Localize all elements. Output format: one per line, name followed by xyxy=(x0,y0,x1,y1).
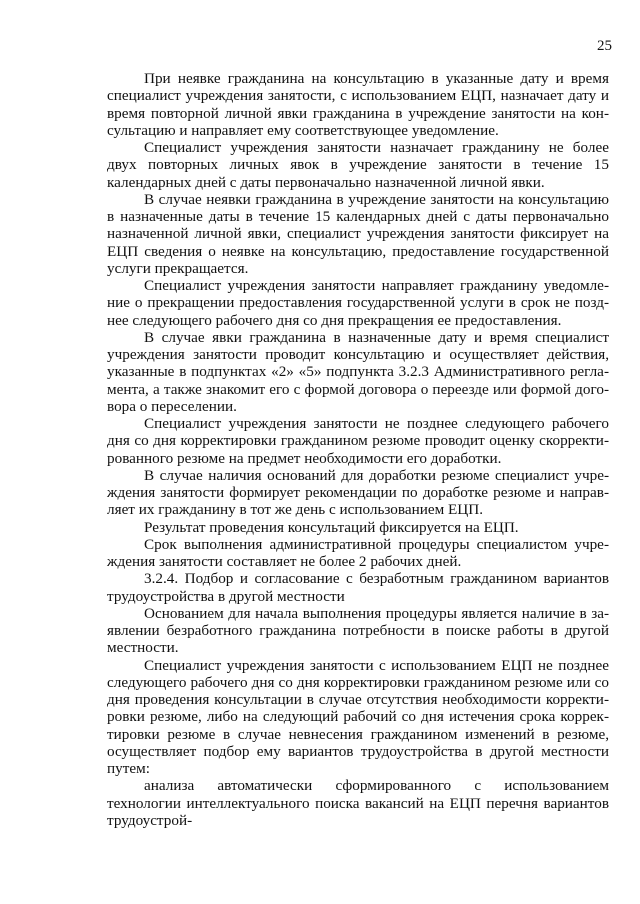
page-number: 25 xyxy=(597,38,612,54)
paragraph-repeat-visits-limit: Специалист учреждения занятости назначает гражданину не более двух повторных личных явок в учреждение занятости в течение 15 календарных дней с даты первоначально назначенной личной явки. xyxy=(107,139,609,191)
paragraph-employment-selection: Специалист учреждения занятости с использованием ЕЦП не позднее следующего рабочего дня со дня корректировки гражданином резюме или со дня проведения консультации в случае отсутствия необходимости корректировки резюме, либо на следующий рабочий со дня истечения срока корректировки резюме в случае невнесения гражданином изменений в резюме, осуществляет подбор ему вариантов трудоустройства в другой местности путем: xyxy=(107,656,609,777)
paragraph-missed-consultation: При неявке гражданина на консультацию в указанные дату и время специалист учреждения занятости, с использованием ЕЦП, назначает дату и время повторной личной явки гражданина в учреждение занятости на консультацию и направляет ему соответствующее уведомление. xyxy=(107,70,609,139)
paragraph-vacancy-analysis: анализа автоматически сформированного с использованием технологии интеллектуального поиска вакансий на ЕЦП перечня вариантов трудоустрой- xyxy=(107,777,609,829)
paragraph-procedure-basis: Основанием для начала выполнения процедуры является наличие в заявлении безработного гражданина потребности в поиске работы в другой местности. xyxy=(107,604,609,657)
section-heading-3-2-4: 3.2.4. Подбор и согласование с безработным гражданином вариантов трудоустройства в другой местности xyxy=(107,570,609,605)
paragraph-procedure-deadline: Срок выполнения административной процедуры специалистом учреждения занятости составляет не более 2 рабочих дней. xyxy=(107,535,609,570)
paragraph-resume-recommendations: В случае наличия оснований для доработки резюме специалист учреждения занятости формирует рекомендации по доработке резюме и направляет их гражданину в тот же день с использованием ЕЦП. xyxy=(107,466,609,519)
paragraph-service-termination: В случае неявки гражданина в учреждение занятости на консультацию в назначенные даты в течение 15 календарных дней с даты первоначально назначенной личной явки, специалист учреждения занятости фиксирует на ЕЦП сведения о неявке на консультацию, предоставление государственной услуги прекращается. xyxy=(107,190,609,277)
paragraph-consultation-result: Результат проведения консультаций фиксируется на ЕЦП. xyxy=(144,518,519,536)
paragraph-termination-notice: Специалист учреждения занятости направляет гражданину уведомление о прекращении предоставления государственной услуги в срок не позднее следующего рабочего дня со дня прекращения ее предоставления. xyxy=(107,277,609,329)
paragraph-consultation-actions: В случае явки гражданина в назначенные дату и время специалист учреждения занятости проводит консультацию и осуществляет действия, указанные в подпунктах «2» «5» подпункта 3.2.3 Административного регламента, а также знакомит его с формой договора о переезде или формой договора о переселении. xyxy=(107,328,609,415)
paragraph-resume-assessment: Специалист учреждения занятости не позднее следующего рабочего дня со дня корректировки гражданином резюме проводит оценку скорректированного резюме на предмет необходимости его доработки. xyxy=(107,415,609,467)
document-body xyxy=(107,70,609,829)
